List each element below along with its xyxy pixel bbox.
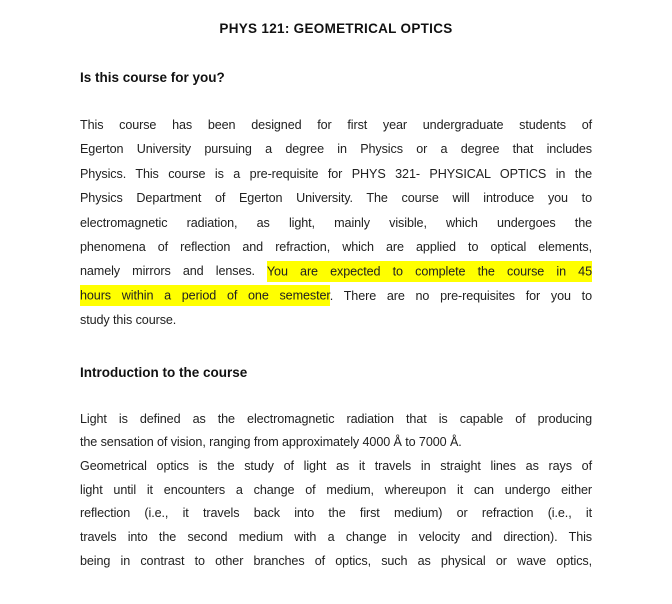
text-segment: . There are no pre-requisites for you to [329, 288, 592, 303]
text-segment: electromagnetic radiation, as light, mainly visible, which undergoes the [80, 215, 592, 230]
text-line [80, 211, 592, 235]
text-line [80, 479, 592, 503]
paragraph-introduction [80, 408, 592, 574]
text-segment: Geometrical optics is the study of light as it travels in straight lines as rays of [80, 459, 592, 474]
text-segment: reflection (i.e., it travels back into the first medium) or refraction (i.e., it [80, 506, 592, 521]
paragraph-course-description [80, 113, 592, 333]
text-segment: study this course. [80, 313, 177, 328]
text-segment: Egerton University pursuing a degree in Physics or a degree that includes [80, 142, 592, 157]
text-line [80, 550, 592, 574]
text-line [80, 235, 592, 259]
text-line [80, 162, 592, 186]
text-line [80, 113, 592, 137]
text-line [80, 502, 592, 526]
text-segment: phenomena of reflection and refraction, which are applied to optical elements, [80, 240, 592, 255]
document-title: PHYS 121: GEOMETRICAL OPTICS [219, 21, 453, 36]
text-line [80, 408, 592, 432]
text-line [80, 431, 592, 455]
text-line [80, 308, 592, 332]
text-line [80, 526, 592, 550]
text-segment: travels into the second medium with a change in velocity and direction). This [80, 530, 592, 545]
text-segment: being in contrast to other branches of optics, such as physical or wave optics, [80, 553, 592, 568]
text-line [80, 259, 592, 283]
text-segment: This course has been designed for first year undergraduate students of [80, 118, 592, 132]
text-line [80, 186, 592, 210]
text-line [80, 137, 592, 161]
text-segment: light until it encounters a change of medium, whereupon it can undergo either [80, 482, 592, 497]
section-heading-introduction: Introduction to the course [80, 364, 248, 380]
text-segment: Light is defined as the electromagnetic radiation that is capable of producing [80, 411, 592, 426]
text-segment: the sensation of vision, ranging from approximately 4000 Å to 7000 Å. [80, 435, 462, 450]
section-heading-is-this-course-for-you: Is this course for you? [80, 70, 225, 85]
text-segment: Physics. This course is a pre-requisite for PHYS 321- PHYSICAL OPTICS in the [80, 166, 592, 181]
highlighted-text: hours within a period of one semester [80, 285, 330, 306]
text-line [80, 455, 592, 479]
text-line [80, 284, 592, 308]
text-segment: namely mirrors and lenses. [80, 264, 267, 279]
highlighted-text: You are expected to complete the course in 45 [267, 261, 592, 282]
text-segment: Physics Department of Egerton University. The course will introduce you to [80, 191, 592, 206]
